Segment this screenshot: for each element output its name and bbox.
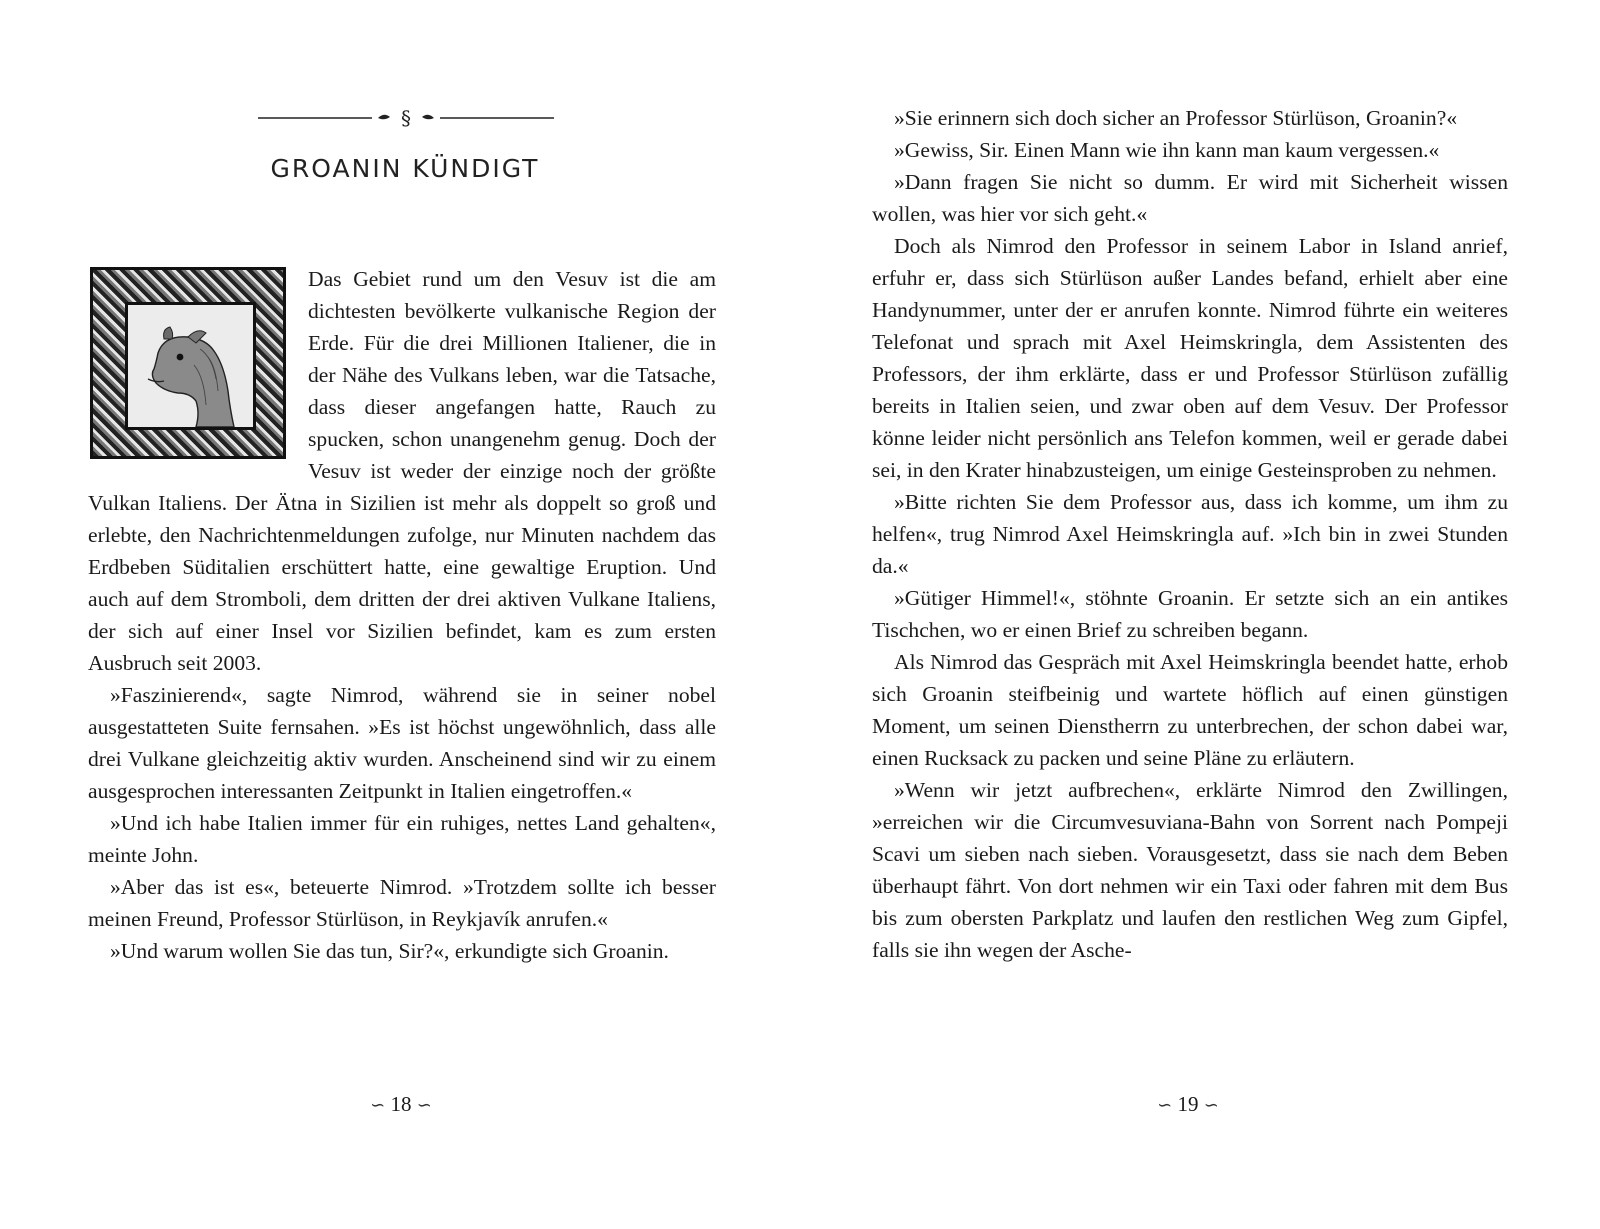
swash-right-icon: ∽ xyxy=(416,1095,432,1115)
paragraph: »Wenn wir jetzt aufbrechen«, erklärte Nimrod den Zwillingen, »erreichen wir die Circumvesuviana-Bahn von Sorrent nach Pompeji Scavi um sieben nach sieben. Vorausgesetzt, dass sie nach dem Beben überhaupt fährt. Von dort nehmen wir ein Taxi oder fahren mit dem Bus bis zum obersten Parkplatz und laufen den restlichen Weg zum Gipfel, falls sie ihn wegen der Asche- xyxy=(872,778,1508,962)
paragraph: »Sie erinnern sich doch sicher an Professor Stürlüson, Groanin?« xyxy=(894,106,1458,130)
right-page xyxy=(800,0,1600,1229)
chapter-title-text: GROANIN KÜNDIGT xyxy=(270,154,540,183)
swash-right-icon: ∽ xyxy=(1203,1095,1219,1115)
paragraph: »Gütiger Himmel!«, stöhnte Groanin. Er setzte sich an ein antikes Tischchen, wo er einen Brief zu schreiben begann. xyxy=(872,586,1508,642)
page-number xyxy=(331,1092,471,1117)
paragraph: »Dann fragen Sie nicht so dumm. Er wird mit Sicherheit wissen wollen, was hier vor sich geht.« xyxy=(872,170,1508,226)
camel-head-icon xyxy=(128,305,253,427)
paragraph: Das Gebiet rund um den Vesuv ist die am dichtesten bevölkerte vulkanische Region der Erde. Für die drei Millionen Italiener, die in der Nähe des Vulkans leben, war die Tatsache, dass dieser angefangen hatte, Rauch zu spucken, schon unangenehm genug. Doch der Vesuv ist weder der einzige noch der größte Vulkan Italiens. Der Ätna in Sizilien ist mehr als doppelt so groß und erlebte, den Nachrichtenmeldungen zufolge, nur Minuten nachdem das Erdbeben Süditalien erschüttert hatte, eine gewaltige Eruption. Und auch auf dem Stromboli, dem dritten der drei aktiven Vulkane Italiens, der sich auf einer Insel vor Sizilien befindet, kam es zum ersten Ausbruch seit 2003. xyxy=(88,267,716,675)
paragraph: Als Nimrod das Gespräch mit Axel Heimskringla beendet hatte, erhob sich Groanin steifbeinig und wartete höflich auf einen günstigen Moment, um seinen Dienstherrn zu unterbrechen, der schon dabei war, einen Rucksack zu packen und seine Pläne zu erläutern. xyxy=(872,650,1508,770)
paragraph: »Aber das ist es«, beteuerte Nimrod. »Trotzdem sollte ich besser meinen Freund, Professor Stürlüson, in Reykjavík anrufen.« xyxy=(88,875,716,931)
right-page-body xyxy=(872,102,1508,966)
camel-illustration xyxy=(125,302,256,430)
ornamental-initial-frame xyxy=(90,267,286,459)
paragraph: »Faszinierend«, sagte Nimrod, während sie in seiner nobel ausgestatteten Suite fernsahen. »Es ist höchst ungewöhnlich, dass alle drei Vulkane gleichzeitig aktiv wurden. Anscheinend sind wir zu einem ausgesprochen interessanten Zeitpunkt in Italien eingetroffen.« xyxy=(88,683,716,803)
left-page-body xyxy=(88,263,716,967)
paragraph: Doch als Nimrod den Professor in seinem Labor in Island anrief, erfuhr er, dass sich Stürlüson außer Landes befand, erhielt aber eine Handynummer, unter der er anrufen konnte. Nimrod führte ein weiteres Telefonat und sprach mit Axel Heimskringla, dem Assistenten des Professors, der ihm erklärte, dass er und Professor Stürlüson zufällig bereits in Italien seien, und zwar oben auf dem Vesuv. Der Professor könne leider nicht persönlich ans Telefon kommen, weil er gerade dabei sei, in den Krater hinabzusteigen, um einige Gesteinsproben zu nehmen. xyxy=(872,234,1508,482)
paragraph: »Und warum wollen Sie das tun, Sir?«, erkundigte sich Groanin. xyxy=(110,939,669,963)
swash-left-icon: ∽ xyxy=(1157,1095,1173,1115)
page-number-value: 19 xyxy=(1177,1092,1199,1116)
swash-left-icon: ∽ xyxy=(370,1095,386,1115)
section-ornament-divider xyxy=(258,106,554,130)
paragraph: »Und ich habe Italien immer für ein ruhiges, nettes Land gehalten«, meinte John. xyxy=(88,811,716,867)
page-number-value: 18 xyxy=(390,1092,412,1116)
chapter-title xyxy=(200,154,610,183)
paragraph: »Bitte richten Sie dem Professor aus, dass ich komme, um ihm zu helfen«, trug Nimrod Axel Heimskringla auf. »Ich bin in zwei Stunden da.« xyxy=(872,490,1508,578)
page-number xyxy=(1118,1092,1258,1117)
section-sign-icon: § xyxy=(401,106,411,130)
paragraph: »Gewiss, Sir. Einen Mann wie ihn kann man kaum vergessen.« xyxy=(894,138,1440,162)
